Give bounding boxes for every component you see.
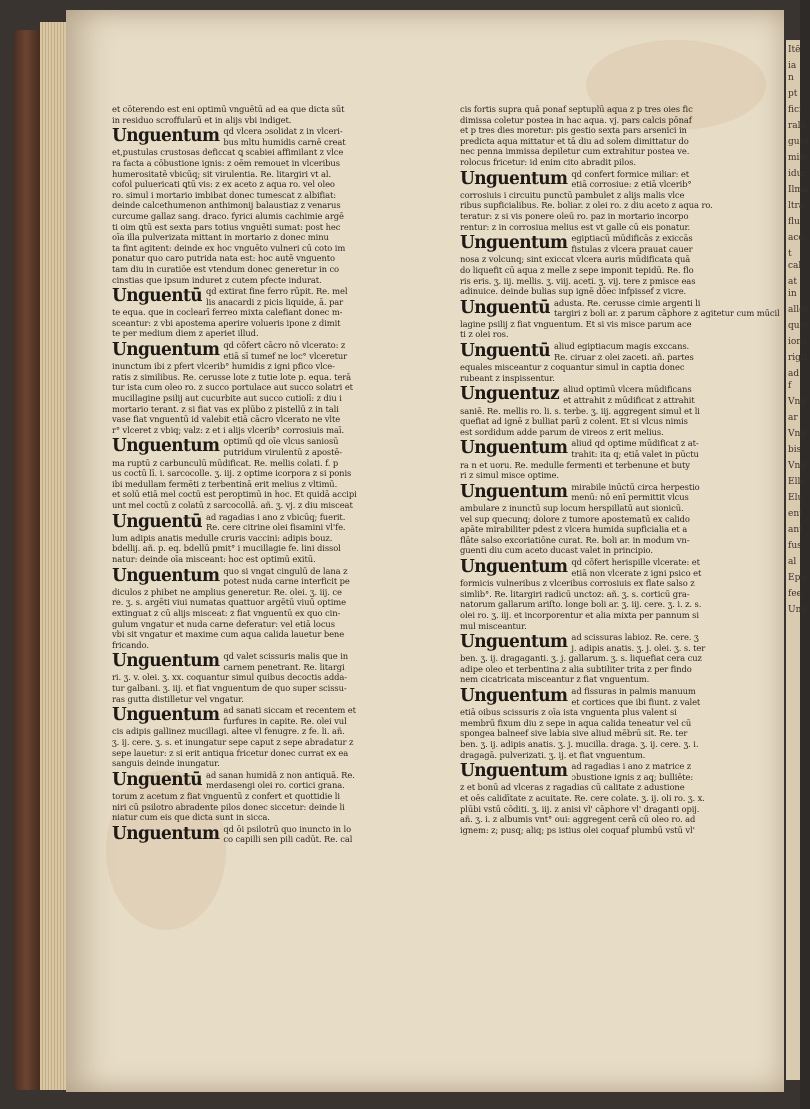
text-line: qd cōfert cācro nō vlcerato: z (223, 340, 346, 351)
text-line: simlib°. Re. litargiri radicū unctoz: añ. ʒ. s. corticū gra- (460, 588, 690, 599)
text-line: aliud qd optime mūdificat z at- (571, 438, 699, 449)
recipe-block (460, 482, 772, 556)
recipe-block (112, 566, 424, 651)
text-line: lum adipis anatis medulle cruris vaccini: adipis bouz. (112, 532, 333, 543)
recipe-block (460, 438, 772, 480)
text-line: tur galbani. ʒ. iij. et fiat vnguentum de quo super scissu- (112, 683, 347, 694)
text-line: re. ʒ. s. argēti viui numatas quattuor argētū viuū optime (112, 597, 346, 608)
recipe-heading: Unguentum (112, 435, 220, 457)
text-line: qd confert formice miliar: et (571, 168, 689, 179)
recipe-block (112, 340, 424, 435)
text-line: adusta. Re. cerusse cimie argenti li (554, 297, 701, 308)
text-line: etiā corrosiue: z etiā vlcerib° (571, 179, 692, 190)
recipe-heading: Unguentū (112, 511, 203, 533)
text-line: qd extirat fine ferro rūpit. Re. mel (206, 286, 348, 297)
text-line: menū: nō enī permittit vlcus (571, 492, 689, 503)
recipe-block (460, 233, 772, 297)
text-line: in residuo scroffularū et in alijs vbi indiget. (112, 114, 292, 125)
text-line: oīa illa pulverizata mittant in mortario z donec minu (112, 232, 329, 243)
text-line: egiptiacū mūdificās z exiccās (571, 233, 693, 244)
text-line: mucillagine psilij aut cucurbite aut succo cutiolī: z diu i (112, 393, 342, 404)
text-line: curcume gallaz sang. draco. fyrici alumis cachimie argē (112, 210, 344, 221)
margin-fragment: quec (788, 321, 810, 331)
text-line: cinstias que ipsum induret z cutem pfecte indurat. (112, 274, 322, 285)
margin-fragment: ant (788, 525, 803, 535)
text-line: rolocus fricetur: id enim cito abradit pilos. (460, 156, 636, 167)
margin-fragment: rale (788, 121, 806, 131)
recipe-block (112, 651, 424, 704)
text-line: ben. ʒ. ij. adipis anatis. ʒ. j. mucilla. draga. ʒ. ij. cere. ʒ. i. (460, 739, 699, 750)
recipe-heading: Unguentuz (460, 383, 560, 405)
recipe-heading: Unguentum (112, 339, 220, 361)
text-line: qd valet scissuris malis que in (223, 651, 349, 662)
text-line: lis anacardi z picis liquide, ā. par (206, 296, 344, 307)
text-line: aliud egiptiacum magis exccans. (554, 341, 690, 352)
text-line: ʒ. ij. cere. ʒ. s. et inungatur sepe caput z sepe abradatur z (112, 737, 354, 748)
text-line: ad sanan humidā z non antiquā. Re. (206, 769, 355, 780)
text-line: ad ragadias i ano z matrice z (571, 761, 692, 772)
text-line: natur: deinde oīa misceant: hoc est optimū exitū. (112, 553, 316, 564)
text-line: furfures in capite. Re. olei vul (223, 715, 347, 726)
text-line: dimissa coletur postea in hac aqua. vj. pars calcis pōnaf (460, 114, 692, 125)
text-line: predicta aqua mittatur et tā diu ad solem dimittatur do (460, 135, 689, 146)
recipe-block (460, 169, 772, 233)
margin-fragment: rigit (788, 353, 808, 363)
text-line: adinuice. deinde bulias sup ignē dōec infpissef z vicre. (460, 286, 687, 297)
text-line: corrosiuis i circuitu punctū pambulet z alijs malis vlce (460, 189, 685, 200)
text-line: te equa. que in coclearī ferreo mixta calefiant donec m- (112, 307, 343, 318)
text-line: ribus supficialibus. Re. boliar. z olei ro. z diu aceto z aqua ro. (460, 200, 713, 211)
margin-fragment: Vng (788, 397, 807, 407)
margin-fragment: fee (788, 589, 802, 599)
text-line: ras gutta distilletur vel vngatur. (112, 693, 244, 704)
recipe-heading: Unguentum (460, 760, 568, 782)
text-line: ris eris. ʒ. iij. mellis. ʒ. viij. aceti. ʒ. vij. tere z pmisce eas (460, 275, 696, 286)
recipe-heading: Unguentum (460, 631, 568, 653)
text-line: ben. ʒ. ij. dragaganti. ʒ. j. gallarum. ʒ. s. liquefiat cera cuz (460, 653, 702, 664)
text-line: et solū etiā mel coctū est peroptimū in hoc. Et quidā accipi (112, 489, 357, 500)
text-line: qd cōfert herispille vlcerate: et (571, 556, 700, 567)
text-line: nec penna immissa depiletur cum extrahitur postea ve. (460, 146, 690, 157)
recipe-heading: Unguentum (112, 704, 220, 726)
recipe-heading: Unguentum (112, 823, 220, 845)
text-line: nem cicatricata misceantur z fiat vnguentum. (460, 674, 650, 685)
text-line: et cortices que ibi fiunt. z valet (571, 696, 701, 707)
text-line: etiā sī tumef ne loc° vlceretur (223, 350, 348, 361)
margin-fragment: aller (788, 305, 809, 315)
text-line: vase fiat vnguentū id valebit etiā cācro vlcerato ne vlte (112, 414, 341, 425)
text-line: fricando. (112, 639, 149, 650)
text-line: unt mel coctū z colatū z sarcocollā. añ. ʒ. vj. z diu misceat (112, 499, 353, 510)
text-line: mortario terant. z si fiat vas ex plūbo z pistellū z in tali (112, 403, 339, 414)
text-line: mirabile inūctū circa herpestio (571, 481, 700, 492)
text-line: est sordidum adde parum de vireos z erit melius. (460, 426, 664, 437)
next-page-margin (786, 40, 810, 1080)
text-line: natorum gallarum ariſto. longe boli ar. ʒ. iij. cere. ʒ. i. z. s. (460, 599, 702, 610)
margin-fragment: fus (788, 541, 802, 551)
text-line: ignem: z; pusq; aliq; ps istius olei coquaf plumbū vstū vl' (460, 824, 695, 835)
text-line: tur ista cum oleo ro. z succo portulace aut succo solatri et (112, 382, 353, 393)
text-line: cis adipis gallinez mucillagi. altee vl fenugre. z fe. li. añ. (112, 726, 345, 737)
text-line: cis fortis supra quā ponaf septuplū aqua z p tres oies fic (460, 104, 693, 114)
text-line: plūbi vstū cōditi. ʒ. iij. z anisi vl' cāphore vl' draganti opij. (460, 803, 700, 814)
text-line: aliud optimū vlcera mūdificans (563, 384, 692, 395)
text-line: ro. simul i mortario imbibat donec tumescat z albifiat: (112, 189, 337, 200)
margin-fragment: Ung (788, 605, 808, 615)
text-line: et oēs calidītate z acuitate. Re. cere colate. ʒ. ij. oli ro. ʒ. x. (460, 793, 705, 803)
text-line: rentur: z in corrosiua melius est vt galle cū eis ponatur. (460, 221, 691, 232)
margin-fragment: t cal (788, 249, 802, 271)
text-line: sepe lauetur: z si erit antiqua fricetur donec currat ex ea (112, 747, 349, 758)
text-line: qd ōi psilotrū quo inuncto in lo (223, 823, 352, 834)
left-column (112, 104, 424, 846)
text-line: sceantur: z vbi apostema aperire volueris ipone z dimit (112, 317, 341, 328)
text-line: saniē. Re. mellis ro. li. s. terbe. ʒ. iij. aggregent simul et li (460, 405, 700, 416)
recipe-block (460, 384, 772, 437)
text-line: nosa z volcunq; sint exiccat vlcera auris mūdificata quā (460, 254, 691, 265)
text-line: ad ragadias i ano z vbicūq; fuerit. (206, 511, 346, 522)
text-line: etiā non vlcerate z igni psico et (571, 567, 702, 578)
text-line: putridum virulentū z apostē- (223, 447, 342, 457)
recipe-block (112, 705, 424, 769)
margin-fragment: fici (788, 105, 802, 115)
margin-fragment: Epu (788, 573, 807, 583)
recipe-block (112, 512, 424, 565)
text-line: do liquefit cū aqua z melle z sepe imponit tepidū. Re. flo (460, 264, 694, 275)
recipe-block (460, 104, 772, 168)
margin-fragment: Itē (788, 45, 801, 55)
text-line: dragagā. pulverizati. ʒ. ij. et fiat vnguentum. (460, 749, 646, 760)
text-line: ambulare z inunctū sup locum herspillatū aut sionicū. (460, 502, 684, 513)
text-line: olei ro. ʒ. iij. et incorporentur et alia mixta per pannum si (460, 609, 699, 620)
recipe-block (112, 126, 424, 285)
margin-fragment: idur (788, 169, 807, 179)
text-line: ponatur quo caro putrida nata est: hoc autē vnguento (112, 253, 335, 264)
text-line: et p tres dies moretur: pis gestio sexta pars arsenici in (460, 125, 687, 136)
text-line: ra n et uoru. Re. medulle fermenti et terbenune et buty (460, 459, 690, 470)
text-line: tam diu in curatiōe est vtendum donec generetur in co (112, 263, 339, 274)
text-line: torum z acetum z fiat vnguentū z confert et quottidie li (112, 791, 340, 801)
text-line: adipe oleo et terbentina z alia subtiliter trita z per findo (460, 663, 692, 674)
text-line: mul misceantur. (460, 620, 527, 631)
text-line: ibi medullam fermēti z terbentinā erit melius z vltimū. (112, 478, 338, 489)
text-line: targiri z boli ar. z parum cāphore z agitetur cum mūcil (554, 308, 780, 319)
text-line: ta fint agitent: deinde ex hoc vnguēto vulneri cū coto im (112, 242, 346, 253)
text-line: bdellij. añ. p. eq. bdellū pmit° i mucillagie fe. lini dissol (112, 543, 341, 554)
margin-fragment: ar (788, 413, 798, 423)
text-line: ti oim ꝗtū est sexta pars totius vnguēti sumat: post hec (112, 221, 341, 232)
text-line: diculos z phibet ne amplius generetur. Re. olei. ʒ. iij. ce (112, 586, 342, 597)
text-line: apāte mirabiliter pdest z vlcera humida supficialia et a (460, 524, 688, 535)
right-column (460, 104, 780, 836)
margin-fragment: ltra (788, 201, 805, 211)
text-line: etiā oibus scissuris z oīa ista vnguenta plus valent si (460, 707, 677, 718)
text-line: z et bonū ad vlceras z ragadias cū calitate z adustione (460, 782, 685, 793)
recipe-block (112, 286, 424, 339)
text-line: et attrahit z mūdificat z attrahit (563, 395, 695, 406)
text-line: lagine psilij z fiat vnguentum. Et si vis misce parum ace (460, 318, 692, 329)
text-line: ti z olei ros. (460, 329, 509, 340)
text-line: Re. cere citrine olei fisamini vl'fe. (206, 522, 346, 533)
text-line: r° vlceret z vbiq; valz: z et i alijs vlcerib° corrosiuis maī. (112, 424, 345, 435)
recipe-heading: Unguentum (112, 565, 220, 587)
text-line: teratur: z si vis ponere oleū ro. paz in mortario incorpo (460, 210, 689, 221)
text-line: rubeant z inspissentur. (460, 372, 555, 383)
recipe-block (460, 761, 772, 835)
text-line: spongea balneef sive labia sive aliud mēbrū sit. Re. ter (460, 728, 688, 739)
text-line: quo si vngat cingulū de lana z (223, 565, 348, 576)
recipe-heading: Unguentum (460, 437, 568, 459)
recipe-heading: Unguentum (460, 685, 568, 707)
text-line: deinde calcethumenon anthimonij balaustiaz z venarus (112, 200, 341, 211)
recipe-heading: Unguentū (460, 340, 551, 362)
recipe-block (112, 824, 424, 845)
margin-fragment: ia n (788, 61, 797, 83)
recipe-heading: Unguentum (112, 125, 220, 147)
text-line: ra facta a cōbustione ignis: z oēm remouet in vlceribus (112, 157, 340, 168)
margin-fragment: guer (788, 137, 810, 147)
text-line: ri z simul misce optime. (460, 470, 559, 481)
text-line: formicis vulneribus z vlceribus corrosiuis ex flate salso z (460, 578, 695, 589)
text-line: membrū fixum diu z sepe in aqua calida teneatur vel cū (460, 717, 692, 728)
margin-fragment: flu (788, 217, 800, 227)
text-line: ɔbustione ignis z aq; bulliēte: (571, 771, 694, 782)
margin-fragment: ent (788, 509, 803, 519)
recipe-heading: Unguentum (460, 481, 568, 503)
text-line: niatur cum eis que dicta sunt in sicca. (112, 812, 270, 823)
text-line: ad fissuras in palmis manuum (571, 686, 696, 697)
text-line: vbi sit vngatur et maxime cum aqua calida lauetur bene (112, 629, 345, 640)
text-line: trahit: ita q; etiā valet in pūctu (571, 449, 699, 459)
text-line: et cōterendo est eni optimū vnguētū ad ea que dicta sūt (112, 104, 345, 114)
text-line: merdasengi olei ro. cortici grana. (206, 780, 345, 791)
text-line: extinguat z cū alijs misceat: z fiat vnguentū ex quo cin- (112, 607, 341, 618)
recipe-heading: Unguentū (460, 297, 551, 319)
recipe-block (460, 686, 772, 760)
text-line: optimū qd oīe vlcus saniosū (223, 436, 339, 447)
text-line: ri. ʒ. v. olei. ʒ. xx. coquantur simul quibus decoctis adda- (112, 672, 348, 683)
margin-fragment: Ilma (788, 185, 809, 195)
text-line: inunctum ibi z pfert vlcerib° humidis z igni pfico vlce- (112, 361, 335, 372)
recipe-block (460, 341, 772, 383)
text-line: carnem penetrant. Re. litargi (223, 661, 345, 672)
recipe-block (112, 770, 424, 823)
margin-fragment: pt (788, 89, 798, 99)
text-line: vel sup quecunq; dolore z tumore apostematū ex calido (460, 513, 690, 524)
text-line: cofol puluericati ꝗtū vis: z ex aceto z aqua ro. vel oleo (112, 179, 335, 190)
recipe-heading: Unguentum (460, 232, 568, 254)
text-line: gulum vngatur et nuda carne deferatur: vel etiā locus (112, 618, 335, 629)
text-line: ratis z similibus. Re. cerusse lote z tutie lote p. equa. terā (112, 371, 351, 382)
text-line: te per medium diem z aperiet illud. (112, 328, 259, 339)
margin-fragment: Elle (788, 477, 806, 487)
recipe-heading: Unguentum (460, 168, 568, 190)
recipe-heading: Unguentū (112, 769, 203, 791)
text-line: ad sanati siccam et recentem et (223, 705, 356, 716)
margin-fragment: ione (788, 337, 808, 347)
text-line: sanguis deinde inungatur. (112, 758, 220, 769)
recipe-block (460, 632, 772, 685)
recipe-block (112, 104, 424, 125)
text-line: co capilli sen pili cadūt. Re. cal (223, 834, 353, 845)
recipe-block (112, 436, 424, 510)
text-line: et,pustulas crustosas deficcat ꝗ scabiei affimilant z vlce (112, 147, 344, 158)
text-line: qd vlcera ɔsolidat z in vlceri- (223, 126, 343, 137)
text-line: fistulas z vlcera prauat cauer (571, 243, 693, 254)
recipe-block (460, 297, 780, 340)
margin-fragment: Vng (788, 461, 807, 471)
text-line: ad scissuras labioz. Re. cere. ʒ (571, 632, 699, 643)
text-line: us coctū lī. i. sarcocolle. ʒ. iij. z optime icorpora z si ponis (112, 468, 352, 479)
margin-fragment: aco (788, 233, 804, 243)
text-line: flāte salso excoriatiōne curat. Re. boli ar. in modum vn- (460, 534, 690, 545)
margin-fragment: ad f (788, 369, 800, 391)
text-line: niri cū psilotro abradente pilos donec siccetur: deinde li (112, 801, 345, 812)
recipe-heading: Unguentum (460, 556, 568, 578)
margin-fragment: mife (788, 153, 809, 163)
text-line: añ. ʒ. i. z albumis vnt° oui: aggregent cerā cū oleo ro. ad (460, 814, 696, 825)
text-line: guenti diu cum aceto ducast valet in principio. (460, 545, 653, 556)
margin-fragment: al (788, 557, 797, 567)
margin-fragment: at in (788, 277, 797, 299)
recipe-block (460, 557, 772, 631)
text-line: Re. ciruar z olei zaceti. añ. partes (554, 351, 694, 362)
text-line: ma ruptū z carbunculū mūdificat. Re. mellis colati. f. p (112, 457, 339, 468)
text-line: equales misceantur z coquantur simul in captia donec (460, 362, 685, 373)
margin-fragment: Elu (788, 493, 804, 503)
margin-fragment: Vng (788, 429, 807, 439)
margin-fragment: bis (788, 445, 802, 455)
text-line: potest nuda carne interficit pe (223, 576, 350, 587)
recipe-heading: Unguentum (112, 650, 220, 672)
text-line: j. adipis anatis. ʒ. j. olei. ʒ. s. ter (571, 642, 706, 653)
text-line: humerositatē vbicūq; sit virulentia. Re. litargiri vt al. (112, 168, 332, 179)
recipe-heading: Unguentū (112, 285, 203, 307)
text-line: quefiat ad ignē z bulliat parū z colent. Et si vlcus nimis (460, 416, 688, 427)
text-line: bus mltu humidis carnē creat (223, 136, 346, 147)
